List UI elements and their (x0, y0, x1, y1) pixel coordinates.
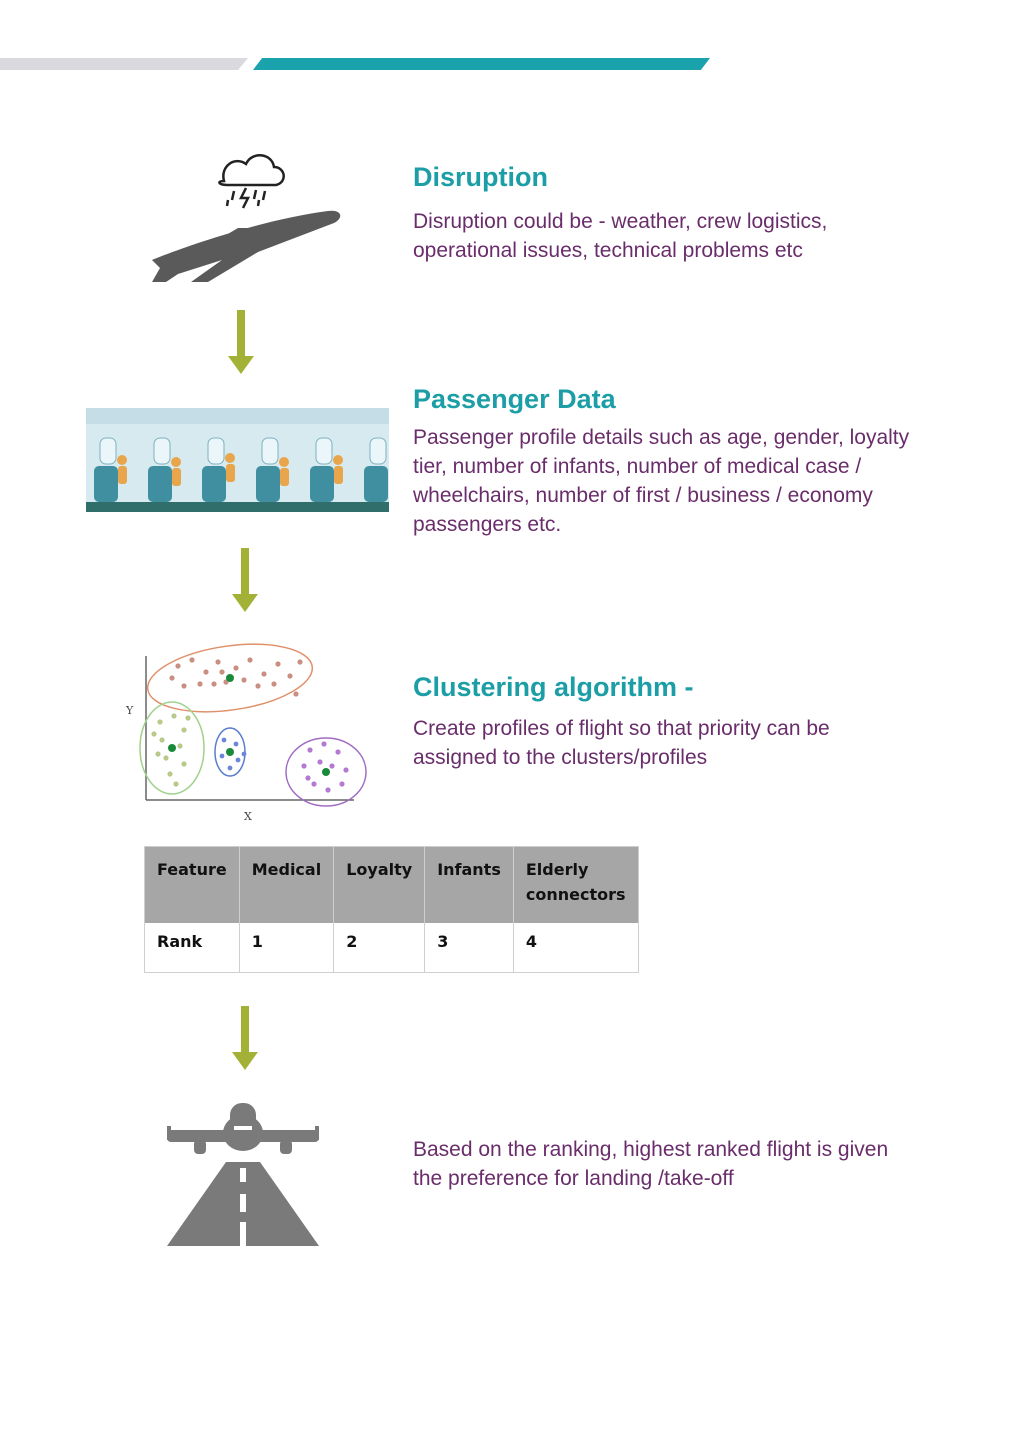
down-arrow-icon (232, 548, 258, 612)
table-cell: 1 (239, 923, 333, 972)
table-cell: 3 (425, 923, 514, 972)
rank-table-header-row (145, 847, 638, 923)
table-header-cell: Loyalty (334, 847, 425, 923)
table-header-cell: Elderly connectors (513, 847, 637, 923)
down-arrow-icon (228, 310, 254, 374)
step-title-disruption: Disruption (413, 162, 548, 192)
storm-airplane-icon (138, 148, 348, 290)
rank-table-wrapper (144, 846, 639, 973)
header-bar-teal (253, 58, 710, 70)
cluster-plot-x-label: X (244, 810, 252, 823)
table-header-cell: Infants (425, 847, 514, 923)
table-header-cell: Medical (239, 847, 333, 923)
cluster-plot-icon (118, 638, 370, 826)
table-cell: 2 (334, 923, 425, 972)
rank-table (145, 847, 638, 972)
table-header-cell: Feature (145, 847, 239, 923)
table-cell: Rank (145, 923, 239, 972)
step-text-landing: Based on the ranking, highest ranked flight is given the preference for landing /take-off (413, 1138, 889, 1190)
down-arrow-icon (232, 1006, 258, 1070)
airplane-runway-icon (164, 1100, 322, 1248)
step-title-passenger-data: Passenger Data (413, 384, 616, 414)
cabin-passengers-image (86, 408, 389, 512)
step-text-disruption: Disruption could be - weather, crew logistics, operational issues, technical problems etc (413, 210, 828, 262)
table-cell: 4 (513, 923, 637, 972)
step-text-passenger-data: Passenger profile details such as age, gender, loyalty tier, number of infants, number of medical case / wheelchairs, number of first / business / economy passengers etc. (413, 426, 910, 536)
header-bar-grey (0, 58, 248, 70)
step-title-clustering: Clustering algorithm - (413, 672, 694, 702)
table-row (145, 923, 638, 972)
step-text-clustering: Create profiles of flight so that priority can be assigned to the clusters/profiles (413, 717, 830, 769)
cluster-plot-y-label: Y (126, 704, 134, 717)
